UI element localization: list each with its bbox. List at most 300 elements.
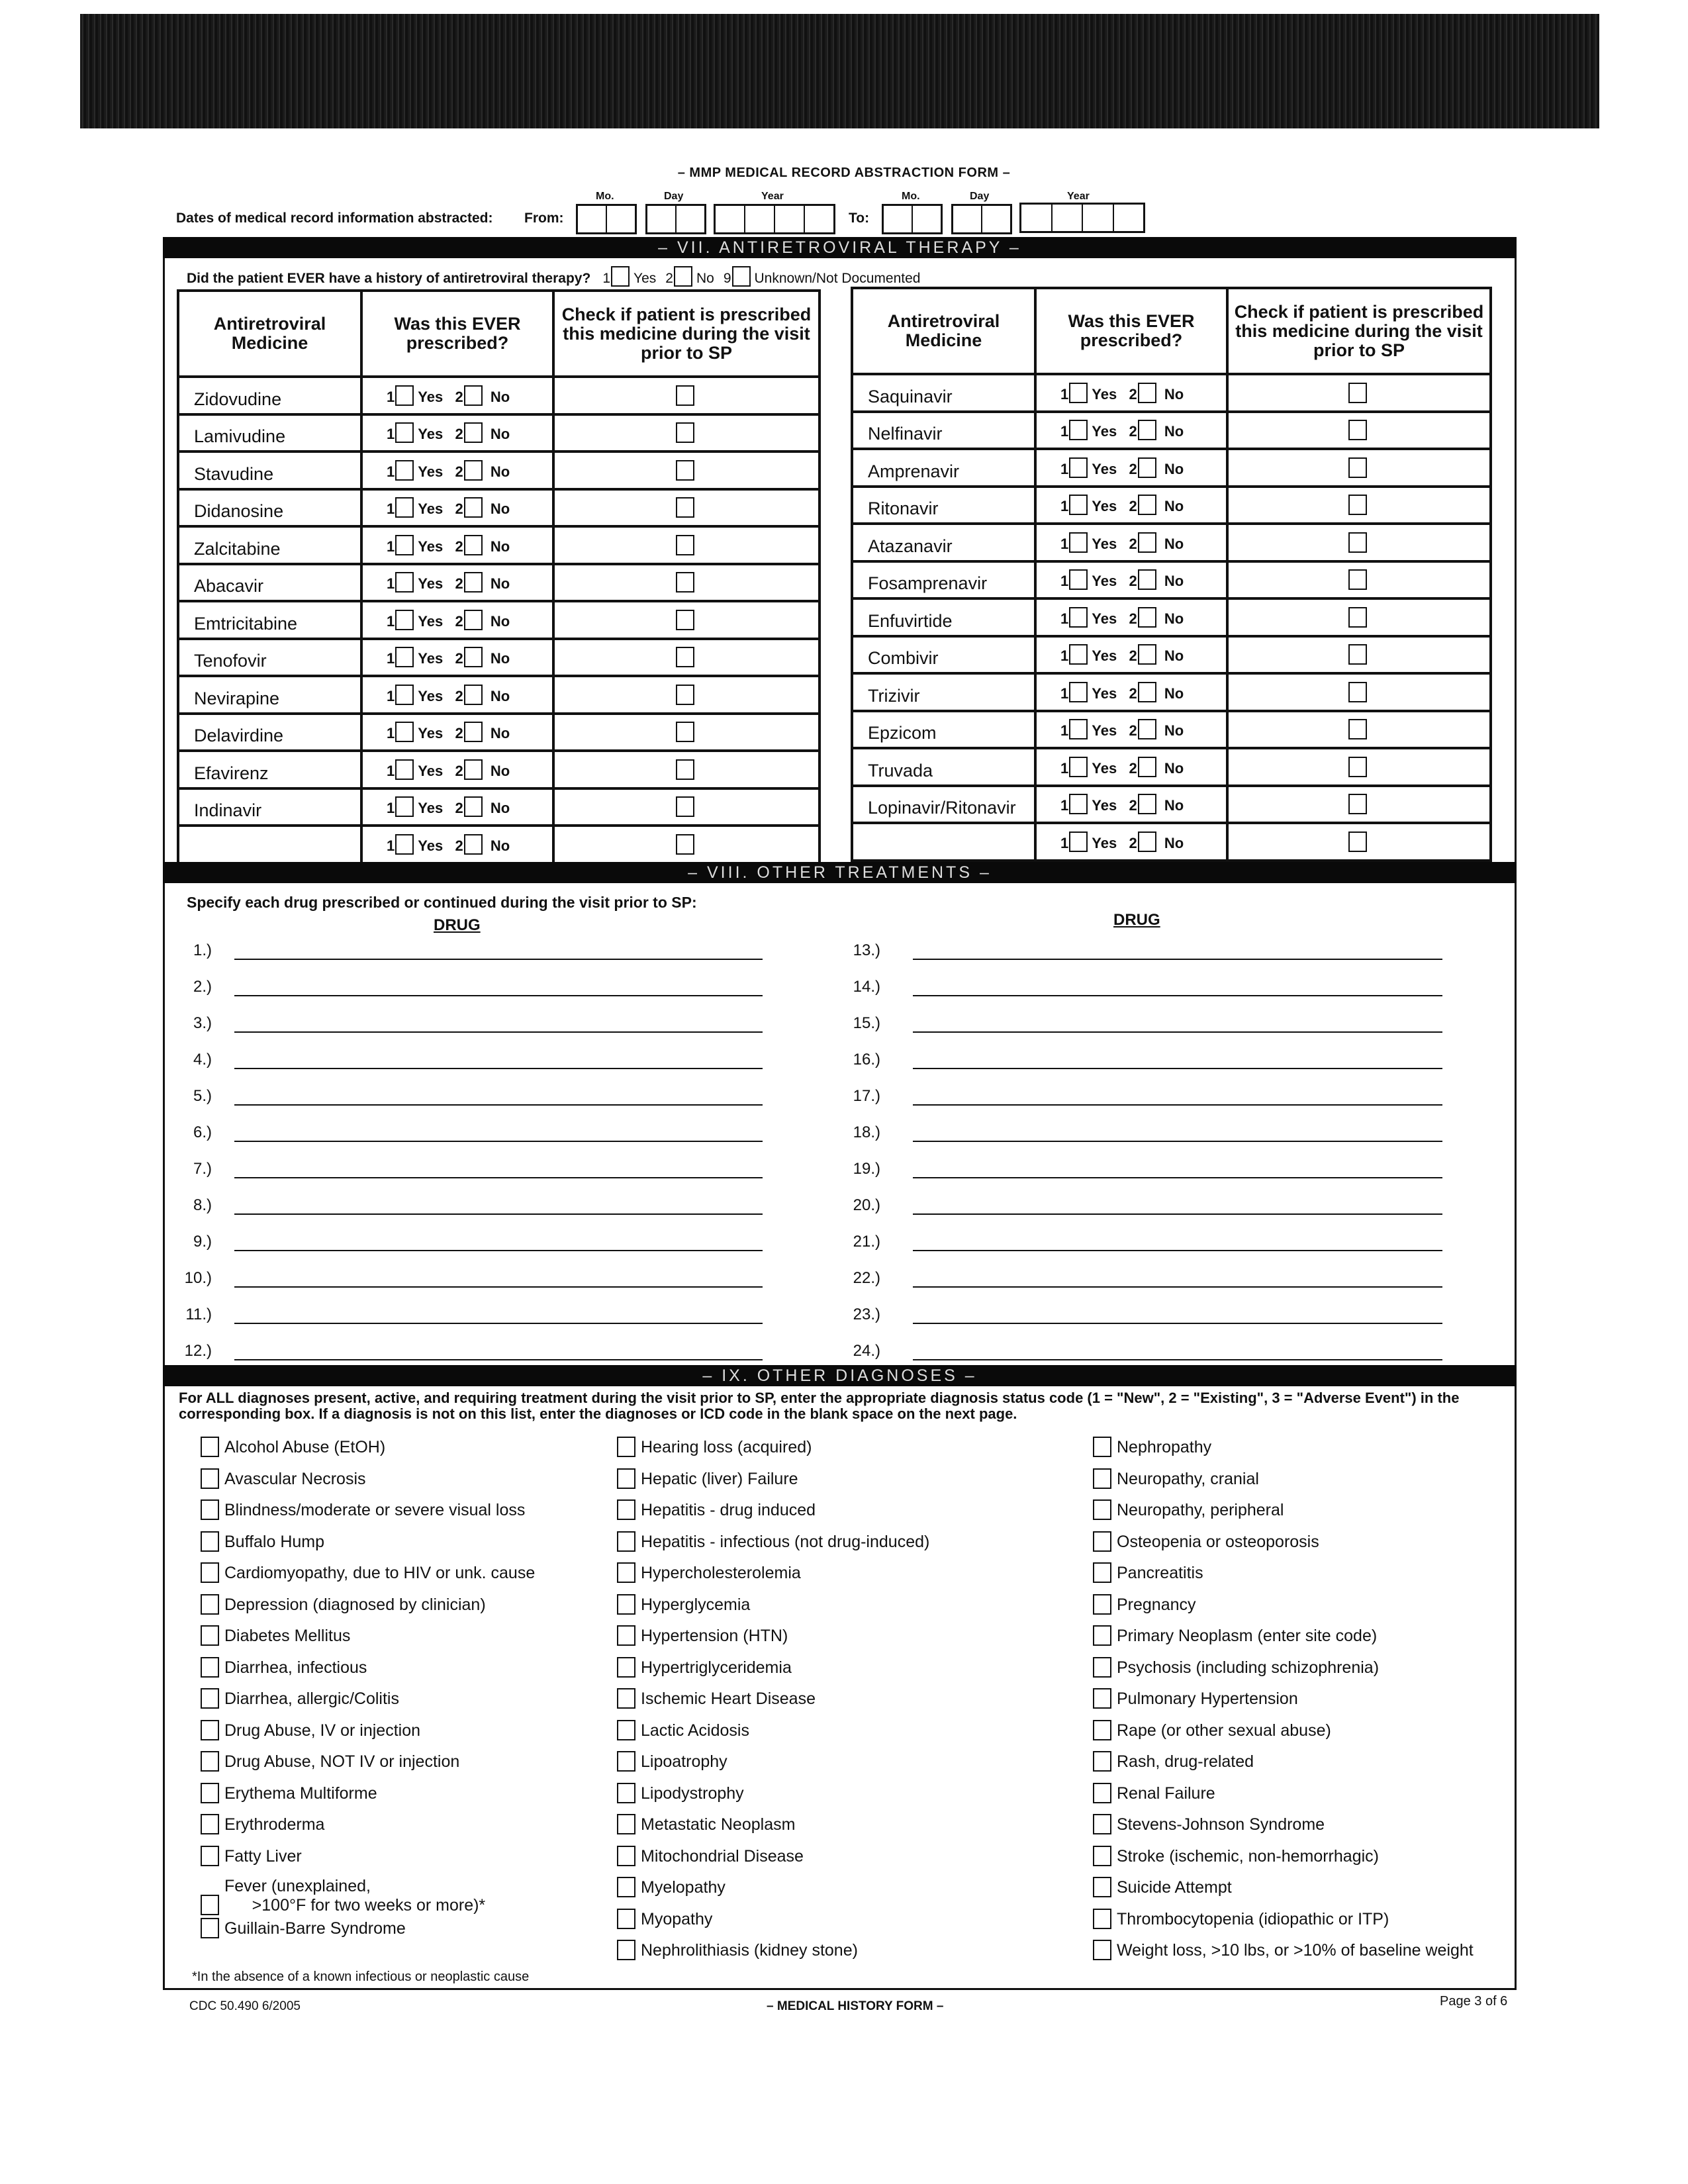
yes-code: 1 (1060, 647, 1069, 665)
yes-checkbox[interactable] (1069, 607, 1088, 628)
diagnosis-item[interactable] (616, 1846, 804, 1866)
diagnosis-code-box[interactable] (201, 1846, 219, 1866)
yes-checkbox[interactable] (1069, 794, 1088, 814)
diagnosis-code-box[interactable] (201, 1720, 219, 1740)
diagnosis-item[interactable] (616, 1531, 929, 1552)
no-checkbox[interactable] (1138, 794, 1156, 814)
yes-label: Yes (418, 725, 444, 742)
prescribed-checkbox[interactable] (676, 572, 694, 593)
diagnosis-item[interactable] (616, 1625, 788, 1646)
no-code: 2 (1129, 834, 1137, 851)
prescribed-checkbox[interactable] (1348, 495, 1367, 515)
diagnosis-item[interactable] (616, 1688, 816, 1709)
prescribed-check-cell (1227, 673, 1491, 711)
diagnosis-code-box[interactable] (1093, 1940, 1111, 1960)
diagnosis-item[interactable] (1092, 1751, 1254, 1772)
checkbox[interactable] (732, 266, 751, 287)
diagnosis-item[interactable] (200, 1531, 324, 1552)
prescribed-checkbox[interactable] (676, 497, 694, 518)
diagnosis-item[interactable] (616, 1877, 726, 1897)
ever-prescribed (1035, 823, 1227, 861)
ever-prescribed (361, 564, 553, 602)
diagnosis-code-box[interactable] (1093, 1562, 1111, 1583)
diagnosis-item[interactable] (200, 1594, 486, 1615)
diagnosis-code-box[interactable] (617, 1720, 635, 1740)
option-code: 9 (723, 271, 731, 286)
yes-code: 1 (387, 837, 395, 854)
from-year-input[interactable] (714, 204, 835, 234)
col-header-check: Check if patient is prescribed this medicine during the visit prior to SP (1227, 288, 1491, 374)
to-day-input[interactable] (951, 204, 1012, 234)
diagnosis-code-box[interactable] (201, 1594, 219, 1615)
yes-label: Yes (418, 388, 444, 405)
table-row (178, 751, 820, 788)
prescribed-checkbox[interactable] (676, 685, 694, 705)
no-code: 2 (455, 650, 463, 667)
diagnosis-code-box[interactable] (617, 1468, 635, 1489)
no-label: No (1164, 610, 1184, 627)
diagnosis-item[interactable] (616, 1909, 712, 1929)
diagnosis-item[interactable] (616, 1562, 801, 1583)
no-checkbox[interactable] (1138, 532, 1156, 553)
diagnosis-item[interactable] (200, 1625, 350, 1646)
diagnosis-label: Drug Abuse, NOT IV or injection (224, 1752, 460, 1771)
no-checkbox[interactable] (464, 535, 483, 555)
yes-checkbox[interactable] (395, 610, 414, 630)
prescribed-checkbox[interactable] (1348, 644, 1367, 665)
ever-prescribed (361, 676, 553, 714)
drug-number: 21.) (853, 1233, 880, 1251)
no-checkbox[interactable] (1138, 757, 1156, 777)
drug-input-line[interactable] (913, 1031, 1442, 1033)
ever-prescribed (1035, 524, 1227, 561)
medicine-name: Truvada (852, 748, 1035, 786)
diagnosis-code-box[interactable] (617, 1940, 635, 1960)
diagnosis-item[interactable] (200, 1437, 385, 1457)
diagnosis-item[interactable] (1092, 1688, 1298, 1709)
yes-label: Yes (418, 762, 444, 779)
diagnosis-item[interactable] (616, 1814, 795, 1834)
drug-input-line[interactable] (234, 1213, 763, 1215)
diagnosis-item[interactable] (1092, 1720, 1331, 1740)
prescribed-checkbox[interactable] (1348, 831, 1367, 852)
no-checkbox[interactable] (464, 460, 483, 481)
diagnosis-label: Drug Abuse, IV or injection (224, 1721, 420, 1740)
diagnosis-code-box[interactable] (201, 1531, 219, 1552)
no-label: No (1164, 834, 1184, 851)
ever-prescribed (361, 788, 553, 826)
yes-checkbox[interactable] (395, 385, 414, 406)
diagnosis-code-box[interactable] (1093, 1657, 1111, 1678)
yes-checkbox[interactable] (395, 759, 414, 780)
yes-checkbox[interactable] (395, 685, 414, 705)
ever-prescribed (361, 414, 553, 452)
diagnosis-code-box[interactable] (1093, 1625, 1111, 1646)
drug-input-line[interactable] (234, 1250, 763, 1251)
diagnosis-code-box[interactable] (617, 1846, 635, 1866)
no-checkbox[interactable] (1138, 457, 1156, 478)
from-day-label: Day (664, 191, 684, 202)
prescribed-check-cell (1227, 412, 1491, 450)
medicine-name (852, 823, 1035, 861)
diagnosis-item[interactable] (1092, 1846, 1379, 1866)
prescribed-checkbox[interactable] (676, 722, 694, 742)
yes-checkbox[interactable] (1069, 420, 1088, 440)
yes-checkbox[interactable] (395, 722, 414, 742)
table-row (852, 412, 1491, 450)
prescribed-checkbox[interactable] (1348, 420, 1367, 440)
drug-number: 8.) (193, 1196, 212, 1214)
diagnosis-item[interactable] (200, 1877, 485, 1915)
medicine-name: Amprenavir (852, 449, 1035, 487)
history-option[interactable] (724, 266, 921, 287)
diagnosis-item[interactable] (200, 1783, 377, 1803)
no-checkbox[interactable] (1138, 831, 1156, 852)
yes-checkbox[interactable] (395, 834, 414, 855)
prescribed-checkbox[interactable] (1348, 569, 1367, 590)
prescribed-check-cell (1227, 823, 1491, 861)
drug-input-line[interactable] (913, 959, 1442, 960)
prescribed-checkbox[interactable] (1348, 682, 1367, 702)
no-label: No (1164, 685, 1184, 702)
no-checkbox[interactable] (464, 834, 483, 855)
diagnosis-code-box[interactable] (201, 1468, 219, 1489)
diagnosis-item[interactable] (1092, 1531, 1319, 1552)
no-label: No (490, 650, 510, 667)
no-checkbox[interactable] (464, 610, 483, 630)
drug-input-line[interactable] (913, 1359, 1442, 1360)
diagnosis-label: Thrombocytopenia (idiopathic or ITP) (1117, 1909, 1389, 1928)
diagnosis-code-box[interactable] (617, 1909, 635, 1929)
diagnosis-code-box[interactable] (1093, 1783, 1111, 1803)
no-checkbox[interactable] (464, 796, 483, 817)
diagnosis-item[interactable] (616, 1468, 798, 1489)
diagnosis-item[interactable] (200, 1846, 302, 1866)
drug-number: 13.) (853, 941, 880, 959)
diagnosis-item[interactable] (200, 1814, 324, 1834)
diagnosis-item[interactable] (1092, 1499, 1284, 1520)
diagnosis-item[interactable] (200, 1499, 525, 1520)
diagnosis-label: Lipoatrophy (641, 1752, 727, 1771)
drug-input-line[interactable] (234, 1359, 763, 1360)
diagnosis-code-box[interactable] (617, 1783, 635, 1803)
yes-checkbox[interactable] (395, 572, 414, 593)
dates-label: Dates of medical record information abstracted: (176, 211, 493, 226)
diagnosis-code-box[interactable] (617, 1657, 635, 1678)
to-year-input[interactable] (1019, 203, 1145, 233)
no-code: 2 (455, 426, 463, 443)
yes-checkbox[interactable] (1069, 569, 1088, 590)
diagnosis-label: Depression (diagnosed by clinician) (224, 1595, 486, 1614)
no-code: 2 (1129, 759, 1137, 777)
diagnosis-item[interactable] (1092, 1909, 1389, 1929)
table-row (852, 374, 1491, 412)
diagnosis-item[interactable] (200, 1751, 459, 1772)
prescribed-checkbox[interactable] (1348, 607, 1367, 628)
yes-checkbox[interactable] (1069, 644, 1088, 665)
ever-prescribed (1035, 487, 1227, 524)
diagnosis-item[interactable] (616, 1594, 750, 1615)
diagnosis-code-box[interactable] (1093, 1814, 1111, 1834)
yes-label: Yes (418, 538, 444, 555)
no-checkbox[interactable] (464, 647, 483, 667)
ever-prescribed (361, 526, 553, 564)
diagnosis-item[interactable] (1092, 1437, 1211, 1457)
prescribed-checkbox[interactable] (676, 610, 694, 630)
question-text: Did the patient EVER have a history of antiretroviral therapy? (187, 271, 591, 286)
diagnosis-code-box[interactable] (1093, 1720, 1111, 1740)
col-header-medicine: Antiretroviral Medicine (178, 291, 361, 377)
diagnosis-code-box[interactable] (1093, 1688, 1111, 1709)
yes-code: 1 (387, 650, 395, 667)
drug-input-line[interactable] (913, 1323, 1442, 1324)
yes-checkbox[interactable] (395, 497, 414, 518)
checkbox[interactable] (611, 266, 630, 287)
diagnosis-code-box[interactable] (201, 1688, 219, 1709)
table-row (178, 489, 820, 527)
drug-number: 22.) (853, 1269, 880, 1287)
diagnosis-label: Hepatitis - infectious (not drug-induced) (641, 1532, 930, 1551)
no-code: 2 (1129, 610, 1137, 627)
diagnosis-code-box[interactable] (617, 1437, 635, 1457)
no-code: 2 (455, 687, 463, 704)
arv-table-right (851, 287, 1492, 862)
diagnosis-code-box[interactable] (201, 1895, 219, 1915)
diagnosis-code-box[interactable] (1093, 1437, 1111, 1457)
diagnosis-code-box[interactable] (201, 1657, 219, 1678)
diagnosis-item[interactable] (200, 1688, 399, 1709)
yes-checkbox[interactable] (395, 647, 414, 667)
drug-header-right: DRUG (1113, 911, 1160, 929)
drug-input-line[interactable] (913, 1213, 1442, 1215)
diagnosis-item[interactable] (1092, 1783, 1215, 1803)
no-checkbox[interactable] (1138, 682, 1156, 702)
yes-checkbox[interactable] (395, 460, 414, 481)
diagnosis-item[interactable] (1092, 1562, 1203, 1583)
no-checkbox[interactable] (1138, 420, 1156, 440)
no-label: No (1164, 647, 1184, 665)
diagnosis-item[interactable] (616, 1751, 727, 1772)
diagnosis-item[interactable] (1092, 1468, 1259, 1489)
drug-input-line[interactable] (234, 1104, 763, 1106)
yes-checkbox[interactable] (395, 422, 414, 443)
diagnosis-item[interactable] (1092, 1625, 1377, 1646)
diagnosis-item[interactable] (200, 1562, 535, 1583)
no-code: 2 (1129, 535, 1137, 552)
drug-input-line[interactable] (913, 1250, 1442, 1251)
diagnosis-code-box[interactable] (201, 1437, 219, 1457)
checkbox[interactable] (674, 266, 692, 287)
diagnosis-code-box[interactable] (1093, 1594, 1111, 1615)
drug-input-line[interactable] (234, 1141, 763, 1142)
prescribed-checkbox[interactable] (1348, 383, 1367, 403)
diagnosis-code-box[interactable] (617, 1531, 635, 1552)
diagnosis-item[interactable] (200, 1657, 367, 1678)
prescribed-checkbox[interactable] (676, 834, 694, 855)
diagnosis-code-box[interactable] (617, 1688, 635, 1709)
no-checkbox[interactable] (464, 497, 483, 518)
drug-input-line[interactable] (234, 1286, 763, 1288)
history-option[interactable] (602, 266, 656, 287)
prescribed-checkbox[interactable] (1348, 757, 1367, 777)
yes-checkbox[interactable] (1069, 719, 1088, 739)
diagnosis-item[interactable] (1092, 1877, 1232, 1897)
diagnosis-code-box[interactable] (1093, 1468, 1111, 1489)
diagnosis-item[interactable] (200, 1918, 406, 1938)
drug-input-line[interactable] (913, 1286, 1442, 1288)
prescribed-checkbox[interactable] (1348, 532, 1367, 553)
diagnosis-label: Stroke (ischemic, non-hemorrhagic) (1117, 1846, 1379, 1866)
yes-code: 1 (387, 500, 395, 518)
diagnosis-label: Myopathy (641, 1909, 713, 1928)
from-label: From: (524, 211, 564, 226)
prescribed-check-cell (1227, 748, 1491, 786)
drug-number: 3.) (193, 1014, 212, 1032)
diagnosis-item[interactable] (616, 1940, 858, 1960)
diagnosis-code-box[interactable] (201, 1562, 219, 1583)
yes-checkbox[interactable] (395, 796, 414, 817)
no-checkbox[interactable] (464, 685, 483, 705)
drug-input-line[interactable] (234, 959, 763, 960)
drug-number: 5.) (193, 1087, 212, 1105)
diagnosis-item[interactable] (616, 1437, 812, 1457)
prescribed-checkbox[interactable] (1348, 719, 1367, 739)
prescribed-checkbox[interactable] (676, 535, 694, 555)
yes-label: Yes (418, 687, 444, 704)
prescribed-check-cell (1227, 636, 1491, 674)
diagnosis-code-box[interactable] (201, 1625, 219, 1646)
medicine-name: Efavirenz (178, 751, 361, 788)
table-row (178, 639, 820, 677)
no-label: No (490, 388, 510, 405)
prescribed-checkbox[interactable] (676, 460, 694, 481)
diagnosis-code-box[interactable] (617, 1751, 635, 1772)
drug-number: 9.) (193, 1233, 212, 1251)
yes-checkbox[interactable] (1069, 757, 1088, 777)
table-row (852, 711, 1491, 749)
diagnosis-code-box[interactable] (617, 1814, 635, 1834)
medicine-name: Saquinavir (852, 374, 1035, 412)
diagnosis-code-box[interactable] (201, 1783, 219, 1803)
diagnosis-code-box[interactable] (1093, 1877, 1111, 1897)
no-label: No (490, 538, 510, 555)
diagnosis-code-box[interactable] (1093, 1846, 1111, 1866)
drug-input-line[interactable] (913, 1068, 1442, 1069)
diagnosis-code-box[interactable] (617, 1594, 635, 1615)
no-code: 2 (455, 388, 463, 405)
from-month-input[interactable] (576, 204, 637, 234)
diagnosis-code-box[interactable] (201, 1918, 219, 1938)
diagnosis-code-box[interactable] (1093, 1909, 1111, 1929)
no-checkbox[interactable] (464, 759, 483, 780)
diagnosis-code-box[interactable] (201, 1814, 219, 1834)
diagnosis-label: Fatty Liver (224, 1846, 302, 1866)
yes-checkbox[interactable] (1069, 495, 1088, 515)
no-code: 2 (1129, 797, 1137, 814)
diagnosis-code-box[interactable] (1093, 1531, 1111, 1552)
yes-checkbox[interactable] (1069, 831, 1088, 852)
prescribed-checkbox[interactable] (676, 422, 694, 443)
diagnosis-label: Fever (unexplained, >100°F for two weeks or more)* (224, 1877, 486, 1915)
no-checkbox[interactable] (464, 422, 483, 443)
drug-input-line[interactable] (234, 1068, 763, 1069)
to-year-label: Year (1067, 191, 1090, 202)
history-option[interactable] (665, 266, 714, 287)
prescribed-checkbox[interactable] (676, 647, 694, 667)
diagnosis-item[interactable] (1092, 1940, 1474, 1960)
diagnosis-item[interactable] (616, 1499, 816, 1520)
diagnosis-code-box[interactable] (201, 1751, 219, 1772)
yes-checkbox[interactable] (395, 535, 414, 555)
diagnosis-code-box[interactable] (1093, 1751, 1111, 1772)
prescribed-checkbox[interactable] (1348, 794, 1367, 814)
drug-input-line[interactable] (234, 1177, 763, 1178)
no-label: No (490, 463, 510, 480)
prescribed-checkbox[interactable] (676, 796, 694, 817)
diagnosis-item[interactable] (200, 1468, 366, 1489)
from-day-input[interactable] (645, 204, 706, 234)
prescribed-checkbox[interactable] (676, 759, 694, 780)
no-checkbox[interactable] (1138, 569, 1156, 590)
diagnosis-item[interactable] (616, 1657, 792, 1678)
drug-input-line[interactable] (913, 1141, 1442, 1142)
yes-checkbox[interactable] (1069, 682, 1088, 702)
drug-input-line[interactable] (913, 995, 1442, 996)
diagnosis-code-box[interactable] (201, 1499, 219, 1520)
no-checkbox[interactable] (464, 572, 483, 593)
medicine-name: Atazanavir (852, 524, 1035, 561)
no-checkbox[interactable] (1138, 383, 1156, 403)
drug-number: 14.) (853, 978, 880, 996)
drug-input-line[interactable] (913, 1104, 1442, 1106)
yes-checkbox[interactable] (1069, 532, 1088, 553)
yes-checkbox[interactable] (1069, 383, 1088, 403)
no-checkbox[interactable] (464, 722, 483, 742)
drug-input-line[interactable] (913, 1177, 1442, 1178)
prescribed-checkbox[interactable] (676, 385, 694, 406)
medicine-name: Stavudine (178, 451, 361, 489)
diagnosis-item[interactable] (616, 1783, 744, 1803)
no-checkbox[interactable] (1138, 607, 1156, 628)
diagnosis-item[interactable] (1092, 1594, 1196, 1615)
diagnosis-code-box[interactable] (617, 1499, 635, 1520)
diagnosis-code-box[interactable] (1093, 1499, 1111, 1520)
no-checkbox[interactable] (1138, 644, 1156, 665)
diagnosis-code-box[interactable] (617, 1877, 635, 1897)
no-code: 2 (455, 463, 463, 480)
drug-input-line[interactable] (234, 1323, 763, 1324)
drug-input-line[interactable] (234, 1031, 763, 1033)
no-label: No (490, 762, 510, 779)
prescribed-check-cell (553, 826, 820, 863)
no-checkbox[interactable] (1138, 719, 1156, 739)
yes-label: Yes (1092, 759, 1117, 777)
diagnosis-item[interactable] (200, 1720, 420, 1740)
diagnosis-code-box[interactable] (617, 1625, 635, 1646)
drug-input-line[interactable] (234, 995, 763, 996)
diagnosis-item[interactable] (1092, 1814, 1325, 1834)
no-checkbox[interactable] (464, 385, 483, 406)
yes-checkbox[interactable] (1069, 457, 1088, 478)
to-label: To: (849, 211, 870, 226)
to-month-input[interactable] (882, 204, 943, 234)
table-row (178, 526, 820, 564)
diagnosis-item[interactable] (616, 1720, 749, 1740)
diagnosis-code-box[interactable] (617, 1562, 635, 1583)
prescribed-checkbox[interactable] (1348, 457, 1367, 478)
diagnosis-item[interactable] (1092, 1657, 1379, 1678)
no-checkbox[interactable] (1138, 495, 1156, 515)
